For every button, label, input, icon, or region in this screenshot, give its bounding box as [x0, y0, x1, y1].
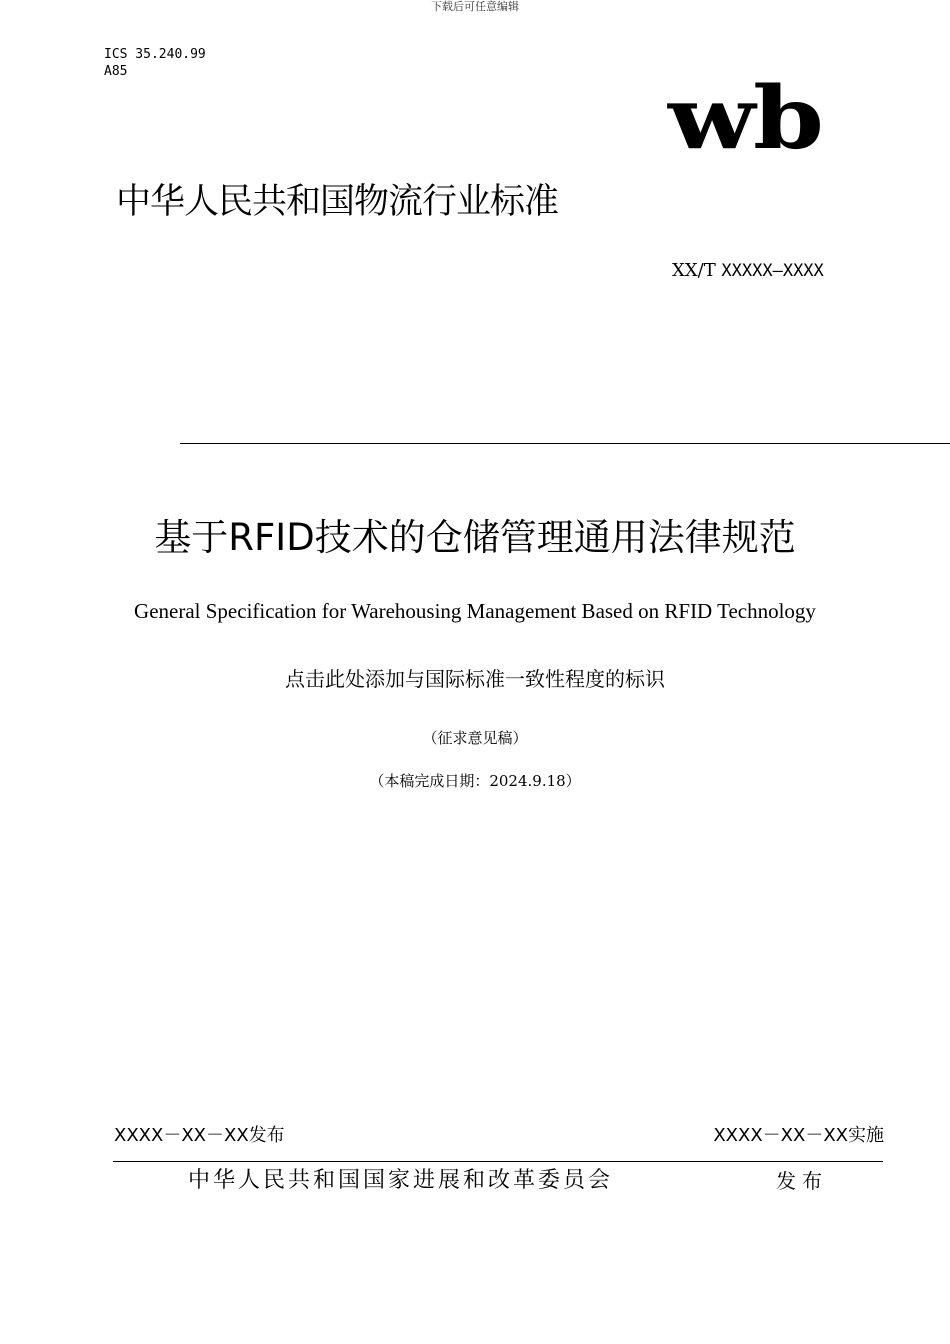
conformity-placeholder[interactable]: 点击此处添加与国际标准一致性程度的标识: [285, 667, 665, 691]
draft-date: （本稿完成日期：2024.9.18）: [369, 772, 581, 790]
standard-logo: wb: [668, 68, 822, 169]
bottom-divider: [113, 1161, 883, 1162]
standard-number: [672, 260, 824, 282]
standard-number-prefix: XX/T: [672, 260, 722, 281]
header-note: 下载后可任意编辑: [431, 0, 519, 13]
top-divider: [180, 443, 950, 444]
classification-block: [104, 46, 206, 80]
ics-code: ICS 35.240.99: [104, 47, 206, 62]
publish-date: XXXX－XX－XX发布: [114, 1125, 285, 1146]
issue-label: 发布: [776, 1169, 828, 1193]
issuing-authority: 中华人民共和国国家进展和改革委员会: [188, 1168, 614, 1193]
standard-type: 中华人民共和国物流行业标准: [116, 182, 559, 222]
implement-date: XXXX－XX－XX实施: [713, 1125, 884, 1146]
document-title: 基于RFID技术的仓储管理通用法律规范: [154, 516, 796, 559]
ccs-code: A85: [104, 64, 128, 79]
document-title-english: General Specification for Warehousing Management Based on RFID Technology: [134, 599, 816, 623]
standard-number-value: XXXXX—XXXX: [721, 261, 824, 281]
draft-status: （征求意见稿）: [422, 729, 528, 747]
